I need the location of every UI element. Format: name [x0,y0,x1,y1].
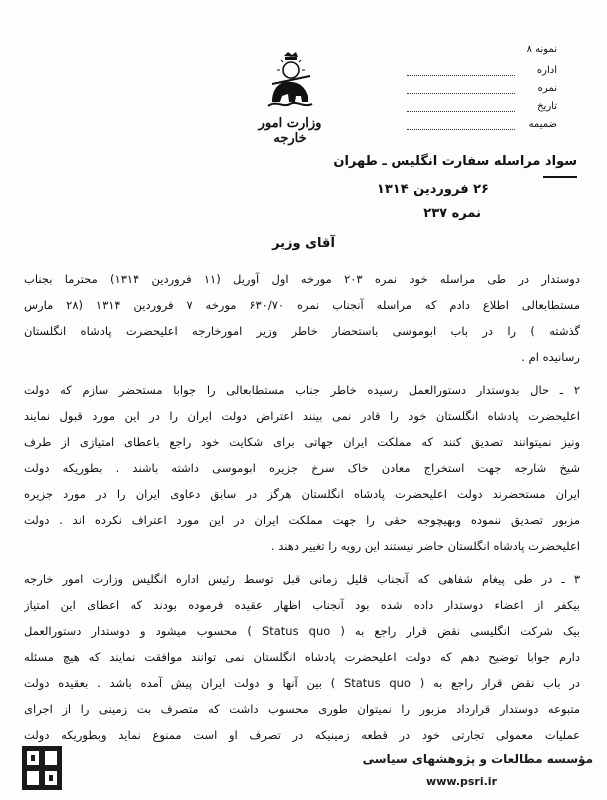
text-line: شیخ شارجه جهت استخراج معادن خاک سرخ جزیره ابوموسی داشته باشند . بطوریکه دولت [24,461,580,475]
field-label-number: نمره [537,83,557,94]
reference-fields [407,44,557,130]
text-line: گذشته ) را در باب ابوموسی باستحضار خاطر وزیر امورخارجه اعلیحضرت پادشاه انگلستان [24,324,580,338]
copy-heading: سواد مراسله سفارت انگلیس ـ طهران [333,154,577,169]
paragraph-3 [24,566,580,748]
text-line: اعلیحضرت پادشاه انگلستان حاضر نیستند این رویه را تغییر دهند . [270,539,580,553]
document-code: نمونه ۸ [526,44,557,55]
text-line: اعلیحضرت پادشاه انگلستان خود را قادر نمی بینند اعتراض دولت ایران را در این مورد قبول نمایند [24,409,580,423]
text-line: ونیز نمیتوانند تصدیق کنند که مملکت ایران جهاتی برای شکایت خود راجع باعطای امتیازی از طرف [24,435,580,449]
text-line: رسانیده ام . [521,350,580,364]
field-blank [407,83,515,94]
field-blank [407,65,515,76]
watermark-org-name: مؤسسه مطالعات و پژوهشهای سیاسی [362,752,593,766]
text-line: ۳ ـ در طی پیغام شفاهی که آنجناب قلیل زمانی قبل توسط رئیس اداره انگلیس وزارت امور خارجه [24,572,580,586]
text-line: ۲ ـ حال بدوستدار دستورالعمل رسیده خاطر جناب مستطابعالی را جوابا مستحضر سازم که دولت [24,383,580,397]
salutation: آقای وزیر [272,236,335,251]
text-line: مزبور تصدیق ننموده وبهیچوجه حقی را جهت مملکت ایران در این مورد اعتراف نکرده اند . دولت [24,513,580,527]
field-label-department: اداره [536,65,557,76]
heading-underline [543,176,577,178]
field-row [407,94,557,112]
field-label-attachment: ضمیمه [528,119,557,130]
text-line: دارم جوابا توضیح دهم که دولت اعلیحضرت پادشاه انگلستان نمی توانند موافقت نمایند که هیچ مسئله [24,650,580,664]
field-row [407,112,557,130]
text-line: بیک شرکت انگلیسی نقض قرار راجع به ( Status quo ) محسوب میشود و دوستدار دستورالعمل [24,624,580,638]
text-line: بیکفر از اعضاء دوستدار داده شده بود آنجناب اظهار عقیده فرموده بودند که اعطای این امتیاز [24,598,580,612]
institute-logo-icon [22,746,62,790]
field-label-date: تاریخ [537,101,557,112]
field-row [407,76,557,94]
field-blank [407,119,515,130]
watermark-url: www.psri.ir [426,775,497,788]
text-line: دوستدار در طی مراسله خود نمره ۲۰۳ مورخه اول آوریل (۱۱ فروردین ۱۳۱۴) محترما بجناب [24,272,580,286]
letter-body [24,266,580,755]
field-row [407,58,557,76]
paragraph-2 [24,377,580,559]
paragraph-1 [24,266,580,370]
text-line: متبوعه دوستدار قرارداد مزبور را نمیتوان طوری محسوب داشت که متصرف بت زمینی را از اجرای [24,702,580,716]
ministry-name: وزارت امور خارجه [258,116,322,146]
letter-date: ۲۶ فروردین ۱۳۱۴ [376,182,489,197]
text-line: در باب نقض قرار راجع به ( Status quo ) بین آنها و دولت ایران پیش آمده باشد . بعقیده دولت [24,676,580,690]
text-line: مستطابعالی اطلاع دادم که مراسله آنجناب نمره ۶۳۰/۷۰ مورخه ۷ فروردین ۱۳۱۴ (۲۸ مارس [24,298,580,312]
text-line: ایران مستحضرند دولت اعلیحضرت پادشاه انگلستان هرگز در سابق دعاوی ایران را در مورد جزیره [24,487,580,501]
field-blank [407,101,515,112]
letter-number: نمره ۲۳۷ [423,206,481,221]
lion-and-sun-emblem [262,50,318,114]
text-line: عملیات معمولی تجارتی خود در قطعه زمینیکه در تصرف او است ممنوع نماید وبطوریکه دولت [24,728,580,742]
